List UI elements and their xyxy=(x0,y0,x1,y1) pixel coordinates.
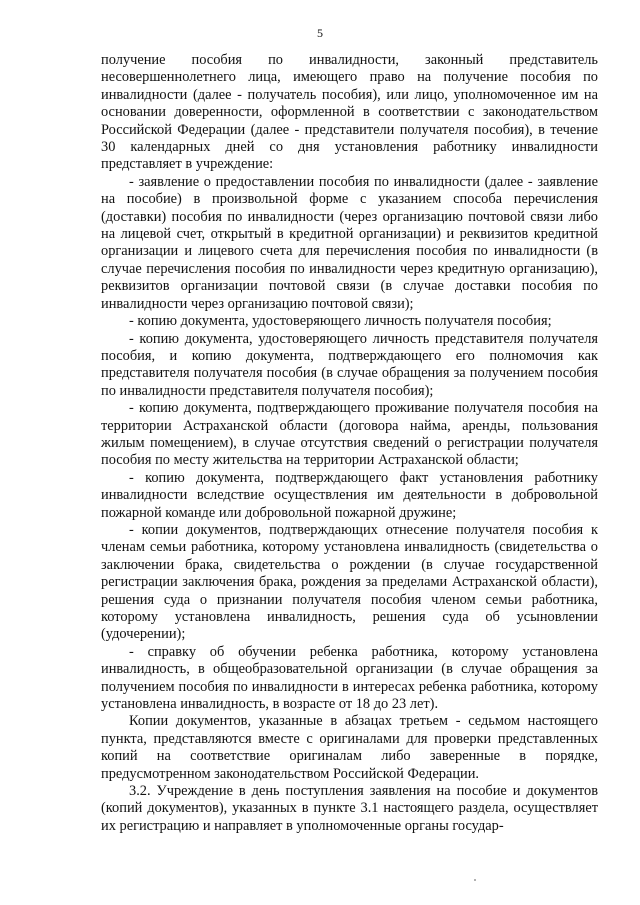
scan-speck xyxy=(474,879,476,881)
paragraph-school-certificate: - справку об обучении ребенка работника, которому установлена инвалидность, в общеобразовательной организации (в случае обращения за получением пособия по инвалидности в интересах ребенка работника, которому установлена инвалидность, в возрасте от 18 до 23 лет). xyxy=(101,643,598,713)
paragraph-id-copy: - копию документа, удостоверяющего личность получателя пособия; xyxy=(129,313,552,330)
page-number: 5 xyxy=(317,26,323,40)
paragraph-copies-note: Копии документов, указанные в абзацах третьем - седьмом настоящего пункта, представляются вместе с оригиналами для проверки представленных копий на соответствие оригиналам либо заверенные в порядке, предусмотренном законодательством Российской Федерации. xyxy=(101,713,598,782)
paragraph-representative-id: - копию документа, удостоверяющего личность представителя получателя пособия, и копию документа, подтверждающего его полномочия как представителя получателя пособия (в случае обращения за получением пособия по инвалидности представителя получателя пособия); xyxy=(101,330,598,399)
document-body xyxy=(101,52,598,835)
paragraph-section-3-2: 3.2. Учреждение в день поступления заявления на пособие и документов (копий документов), указанных в пункте 3.1 настоящего раздела, осуществляет их регистрацию и направляет в уполномоченные органы государ- xyxy=(101,783,598,834)
paragraph-intro: получение пособия по инвалидности, законный представитель несовершеннолетнего лица, имеющего право на получение пособия по инвалидности (далее - получатель пособия), или лицо, уполномоченное им на основании доверенности, оформленной в соответствии с законодательством Российской Федерации (далее - представители получателя пособия), в течение 30 календарных дней со дня установления работнику инвалидности представляет в учреждение: xyxy=(101,52,598,173)
paragraph-residence-proof: - копию документа, подтверждающего проживание получателя пособия на территории Астраханской области (договора найма, аренды, пользования жилым помещением), в случае отсутствия сведений о регистрации получателя пособия по месту жительства на территории Астраханской области; xyxy=(101,400,598,469)
paragraph-application: - заявление о предоставлении пособия по инвалидности (далее - заявление на пособие) в произвольной форме с указанием способа перечисления (доставки) пособия по инвалидности (через организацию почтовой связи либо на лицевой счет, открытый в кредитной организации) и реквизитов кредитной организации и лицевого счета для перечисления пособия по инвалидности (в случае перечисления пособия по инвалидности через кредитную организацию), реквизитов организации почтовой связи (в случае доставки пособия по инвалидности через организацию почтовой связи); xyxy=(101,173,598,312)
paragraph-disability-fact: - копию документа, подтверждающего факт установления работнику инвалидности вследствие осуществления им деятельности в добровольной пожарной команде или добровольной пожарной дружине; xyxy=(101,469,598,521)
paragraph-family-documents: - копии документов, подтверждающих отнесение получателя пособия к членам семьи работника, которому установлена инвалидность (свидетельства о заключении брака, свидетельства о рождении (в случае государственной регистрации заключения брака, рождения за пределами Астраханской области), решения суда о признании получателя пособия членом семьи работника, которому установлена инвалидность, решения суда об усыновлении (удочерении); xyxy=(101,521,598,643)
